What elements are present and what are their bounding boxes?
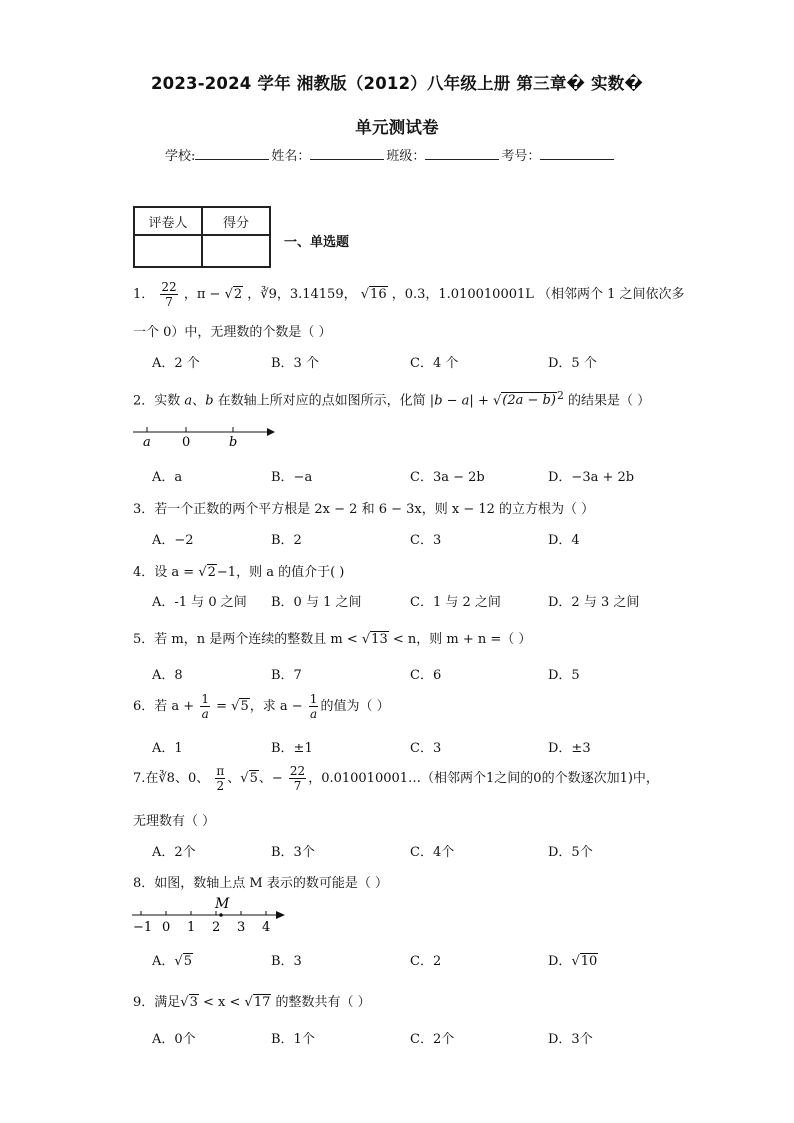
q9-option-b[interactable]: B．1个 xyxy=(271,1032,315,1047)
arrow-icon xyxy=(267,428,275,436)
q4-option-a[interactable]: A．-1 与 0 之间 xyxy=(152,595,247,610)
tick-label: 2 xyxy=(212,920,221,935)
number-line-q8 xyxy=(128,895,290,935)
radicand: 5 xyxy=(183,954,192,969)
section-title: 一、单选题 xyxy=(284,235,350,250)
numerator: 1 xyxy=(309,692,318,706)
arrow-icon xyxy=(276,911,285,919)
q6-text-b: = xyxy=(216,699,228,714)
radical: √3 xyxy=(180,995,198,1010)
q4-text-a: 4．设 a = xyxy=(133,565,195,580)
numerator: 1 xyxy=(201,692,209,706)
radical: √10 xyxy=(571,954,598,969)
q2-text-a: 2．实数 xyxy=(133,393,185,409)
grader-cell[interactable] xyxy=(134,235,202,267)
q8-option-d[interactable] xyxy=(548,950,598,969)
q3-option-c[interactable]: C．3 xyxy=(410,533,442,548)
radicand: 16 xyxy=(370,287,387,302)
q2-option-d[interactable]: D．−3a + 2b xyxy=(548,470,635,485)
name-label: 姓名： xyxy=(271,149,311,164)
numerator: π xyxy=(216,764,225,778)
name-blank[interactable] xyxy=(310,147,384,160)
q2-text-b: 、 xyxy=(192,393,206,409)
label-b: b xyxy=(229,435,238,448)
q6-option-b[interactable]: B．±1 xyxy=(271,741,313,756)
radical: √13 xyxy=(361,632,388,647)
radicand: 2 xyxy=(233,287,243,302)
radicand: 3 xyxy=(189,995,198,1010)
q8-option-a[interactable] xyxy=(152,950,193,969)
q7-text-c: 、− xyxy=(258,771,283,786)
q3-option-d[interactable]: D．4 xyxy=(548,533,580,548)
q7-option-b[interactable]: B．3个 xyxy=(271,845,315,860)
number-blank[interactable] xyxy=(540,147,614,160)
denominator: a xyxy=(201,707,209,721)
denominator: 2 xyxy=(216,779,225,793)
question-3-stem: 3．若一个正数的两个平方根是 2x − 2 和 6 − 3x，则 x − 12 的立方根为（ ） xyxy=(133,502,595,517)
tick-label: 3 xyxy=(237,920,246,935)
question-2-stem xyxy=(133,389,650,408)
q1-option-d[interactable]: D．5 个 xyxy=(548,356,597,371)
q7-option-d[interactable]: D．5个 xyxy=(548,845,593,860)
number-line-q2 xyxy=(133,422,278,448)
q9-option-a[interactable]: A．0个 xyxy=(152,1032,196,1047)
question-7-line-1 xyxy=(133,765,659,792)
q9-option-d[interactable]: D．3个 xyxy=(548,1032,593,1047)
school-label: 学校: xyxy=(165,149,196,164)
tick-label: 4 xyxy=(262,920,271,935)
radical: √17 xyxy=(244,995,271,1010)
title-line-1: 2023-2024 学年 湘教版（2012）八年级上册 第三章� 实数� xyxy=(150,74,644,93)
class-label: 班级： xyxy=(386,149,426,164)
tick-label: 1 xyxy=(187,920,196,935)
q5-text-b: < n，则 m + n =（ ） xyxy=(392,632,532,647)
radicand: 13 xyxy=(371,632,388,647)
numerator: 22 xyxy=(161,280,177,294)
q5-option-b[interactable]: B．7 xyxy=(271,668,302,683)
question-4-stem xyxy=(133,561,344,580)
denominator: 7 xyxy=(293,779,302,793)
q9-text-b: < x < xyxy=(203,995,241,1010)
q4-text-b: −1，则 a 的值介于( ) xyxy=(216,565,345,580)
number-label: 考号： xyxy=(501,149,541,164)
q1-text-b: ，∛9，3.14159， xyxy=(247,287,357,302)
q2-text-d: 的结果是（ ） xyxy=(567,393,651,409)
q8-option-c[interactable]: C．2 xyxy=(410,954,442,969)
q2-option-c[interactable]: C．3a − 2b xyxy=(410,470,485,485)
q5-option-c[interactable]: C．6 xyxy=(410,668,442,683)
numerator: 22 xyxy=(289,764,306,778)
radicand: (2a − b) xyxy=(502,393,556,409)
question-9-stem xyxy=(133,991,371,1010)
abs-expr: b − a xyxy=(434,393,470,409)
radical: √5 xyxy=(240,771,258,786)
q6-text-d: 的值为（ ） xyxy=(320,699,390,714)
grader-header: 评卷人 xyxy=(134,207,202,235)
q7-text-b: 、 xyxy=(227,771,241,786)
q7-option-a[interactable]: A．2个 xyxy=(152,845,196,860)
question-1-line-2: 一个 0）中，无理数的个数是（ ） xyxy=(133,325,332,340)
radical: $√(2a - b)^2$ xyxy=(493,389,564,409)
fraction xyxy=(215,765,225,792)
radicand: 5 xyxy=(240,699,249,714)
label-0: 0 xyxy=(182,435,191,448)
q7-text-d: ，0.010010001…（相邻两个1之间的0的个数逐次加1)中， xyxy=(308,771,659,786)
q1-option-c[interactable]: C．4 个 xyxy=(410,356,459,371)
q7-text-a: 7.在∛8、0、 xyxy=(133,771,210,786)
fraction xyxy=(200,693,210,720)
title-line-2: 单元测试卷 xyxy=(355,118,439,137)
q6-text-c: ，求 a − xyxy=(249,699,303,714)
student-info-line xyxy=(165,145,616,164)
q1-option-b[interactable]: B．3 个 xyxy=(271,356,319,371)
q1-text-a: ，π − xyxy=(183,287,221,302)
score-cell[interactable] xyxy=(202,235,270,267)
q4-option-d[interactable]: D．2 与 3 之间 xyxy=(548,595,640,610)
q3-option-b[interactable]: B．2 xyxy=(271,533,302,548)
question-7-line-2: 无理数有（ ） xyxy=(133,814,216,829)
radical: √2 xyxy=(224,287,243,302)
radical: √2 xyxy=(198,565,216,580)
q2-option-b[interactable]: B．−a xyxy=(271,470,313,485)
option-letter: A． xyxy=(152,954,175,969)
var-b: b xyxy=(205,393,214,409)
denominator: 7 xyxy=(165,295,173,309)
fraction xyxy=(160,281,177,308)
score-header: 得分 xyxy=(202,207,270,235)
tick-label: −1 xyxy=(133,920,153,935)
question-8-stem: 8．如图，数轴上点 M 表示的数可能是（ ） xyxy=(133,876,388,891)
school-blank[interactable] xyxy=(195,147,269,160)
plus-sign: + xyxy=(477,393,489,409)
fraction xyxy=(289,765,306,792)
exponent: 2 xyxy=(556,389,564,402)
label-a: a xyxy=(143,435,151,448)
q6-option-c[interactable]: C．3 xyxy=(410,741,442,756)
radicand: 10 xyxy=(580,954,598,969)
q2-option-a[interactable]: A．a xyxy=(152,470,183,485)
score-table xyxy=(133,206,271,268)
q6-text-a: 6．若 a + xyxy=(133,699,195,714)
q5-text-a: 5．若 m，n 是两个连续的整数且 m < xyxy=(133,632,358,647)
question-6-stem xyxy=(133,693,390,720)
option-letter: D． xyxy=(548,954,572,969)
radical: √5 xyxy=(174,954,192,969)
q1-text-c: ，0.3，1.010010001L （相邻两个 1 之间依次多 xyxy=(391,287,685,302)
absolute-value: |b − a| xyxy=(429,393,474,409)
q2-text-c: 在数轴上所对应的点如图所示，化简 xyxy=(213,393,426,409)
tick-label: 0 xyxy=(162,920,171,935)
var-a: a xyxy=(184,393,193,409)
radicand: 5 xyxy=(249,771,258,786)
radicand: 17 xyxy=(253,995,271,1010)
q6-option-d[interactable]: D．±3 xyxy=(548,741,591,756)
question-1-line-1 xyxy=(133,281,685,308)
q5-option-a[interactable]: A．8 xyxy=(152,668,183,683)
radicand: 2 xyxy=(207,565,216,580)
q9-text-c: 的整数共有（ ） xyxy=(275,995,371,1010)
q9-text-a: 9．满足 xyxy=(133,995,181,1010)
q6-option-a[interactable]: A．1 xyxy=(152,741,183,756)
label-m: M xyxy=(215,896,230,912)
fraction xyxy=(309,693,319,720)
denominator: a xyxy=(310,707,318,721)
question-5-stem xyxy=(133,628,531,647)
question-number: 1． xyxy=(133,287,155,302)
q4-option-b[interactable]: B．0 与 1 之间 xyxy=(271,595,362,610)
q5-option-d[interactable]: D．5 xyxy=(548,668,580,683)
q1-option-a[interactable]: A．2 个 xyxy=(152,356,200,371)
point-m xyxy=(219,913,223,917)
radical: √5 xyxy=(231,699,249,714)
class-blank[interactable] xyxy=(425,147,499,160)
radical: √16 xyxy=(360,287,387,302)
q3-option-a[interactable]: A．−2 xyxy=(152,533,194,548)
q9-option-c[interactable]: C．2个 xyxy=(410,1032,455,1047)
q4-option-c[interactable]: C．1 与 2 之间 xyxy=(410,595,501,610)
q7-option-c[interactable]: C．4个 xyxy=(410,845,455,860)
q8-option-b[interactable]: B．3 xyxy=(271,954,302,969)
